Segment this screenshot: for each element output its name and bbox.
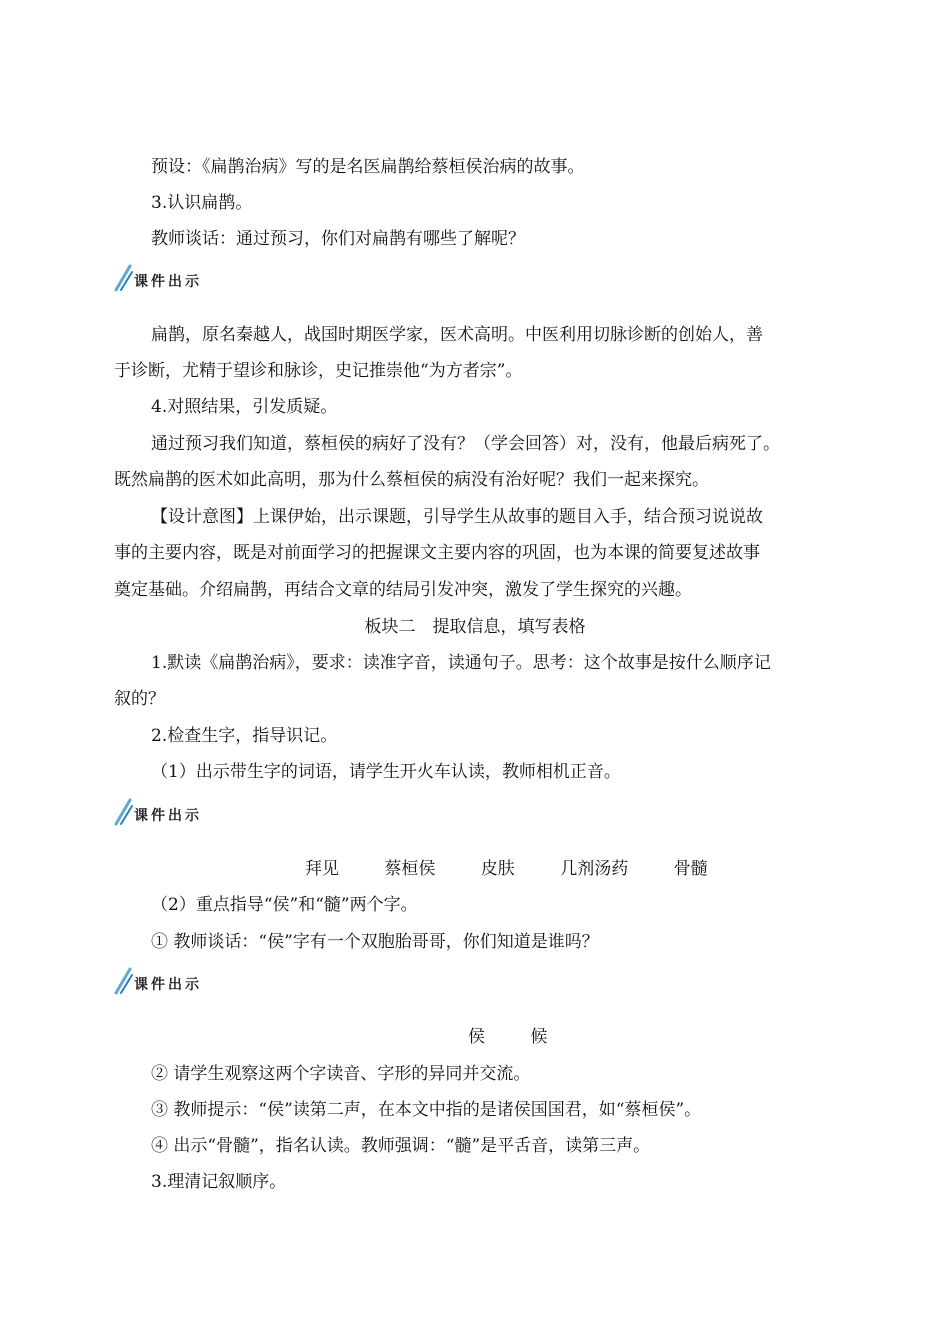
word: 蔡桓侯 — [384, 859, 436, 879]
word-reading-instruction: （1）出示带生字的词语，请学生开火车认读，教师相机正音。 — [151, 762, 621, 782]
question-line1: 通过预习我们知道，蔡桓侯的病好了没有？（学会回答）对，没有，他最后病死了。 — [151, 434, 780, 454]
reading-task-line1: 1.默读《扁鹊治病》，要求：读准字音，读通句子。思考：这个故事是按什么顺序记 — [151, 653, 771, 673]
step-heading-4: 4.对照结果，引发质疑。 — [151, 397, 338, 417]
badge-label: 课件出示 — [134, 274, 202, 290]
vocabulary-words — [305, 859, 708, 879]
design-intent-line3: 奠定基础。介绍扁鹊，再结合文章的结局引发冲突，激发了学生探究的兴趣。 — [114, 580, 692, 600]
gusui-instruction: ④ 出示“骨髓”，指名认读。教师强调：“髓”是平舌音，读第三声。 — [151, 1136, 651, 1156]
courseware-badge — [112, 798, 222, 830]
step-heading-3: 3.认识扁鹊。 — [151, 193, 253, 213]
paragraph-preset: 预设：《扁鹊治病》写的是名医扁鹊给蔡桓侯治病的故事。 — [151, 157, 585, 177]
observe-instruction: ② 请学生观察这两个字读音、字形的异同并交流。 — [151, 1064, 531, 1084]
section-title: 板块二 提取信息，填写表格 — [364, 617, 586, 637]
word: 皮肤 — [480, 859, 515, 879]
step-heading-2: 2.检查生字，指导识记。 — [151, 726, 338, 746]
courseware-badge — [112, 967, 222, 999]
word: 几剂汤药 — [560, 859, 629, 879]
key-char-guidance: （2）重点指导“侯”和“髓”两个字。 — [151, 895, 418, 915]
design-intent-line2: 事的主要内容，既是对前面学习的把握课文主要内容的巩固，也为本课的简要复述故事 — [114, 543, 760, 563]
badge-label: 课件出示 — [134, 808, 202, 824]
bianque-intro-line1: 扁鹊，原名秦越人，战国时期医学家，医术高明。中医利用切脉诊断的创始人，善 — [151, 325, 763, 345]
word: 骨髓 — [673, 859, 708, 879]
word: 拜见 — [305, 859, 339, 879]
design-intent-line1: 【设计意图】上课伊始，出示课题，引导学生从故事的题目入手，结合预习说说故 — [151, 507, 763, 527]
teacher-question: ① 教师谈话：“侯”字有一个双胞胎哥哥，你们知道是谁吗？ — [151, 932, 599, 952]
reading-task-line2: 叙的？ — [114, 689, 165, 709]
question-line2: 既然扁鹊的医术如此高明，那为什么蔡桓侯的病没有治好呢？我们一起来探究。 — [114, 470, 709, 490]
twin-characters — [468, 1027, 547, 1047]
courseware-badge — [112, 264, 222, 296]
bianque-intro-line2: 于诊断，尤精于望诊和脉诊，史记推崇他“为方者宗”。 — [114, 361, 523, 381]
brush-stroke-icon — [112, 264, 136, 292]
brush-stroke-icon — [112, 798, 136, 826]
character: 候 — [530, 1027, 548, 1047]
teacher-hint: ③ 教师提示：“侯”读第二声，在本文中指的是诸侯国国君，如“蔡桓侯”。 — [151, 1100, 702, 1120]
character: 侯 — [468, 1027, 485, 1047]
badge-label: 课件出示 — [134, 977, 202, 993]
teacher-talk: 教师谈话：通过预习，你们对扁鹊有哪些了解呢？ — [151, 229, 525, 249]
step-heading-3b: 3.理清记叙顺序。 — [151, 1172, 287, 1192]
brush-stroke-icon — [112, 967, 136, 995]
